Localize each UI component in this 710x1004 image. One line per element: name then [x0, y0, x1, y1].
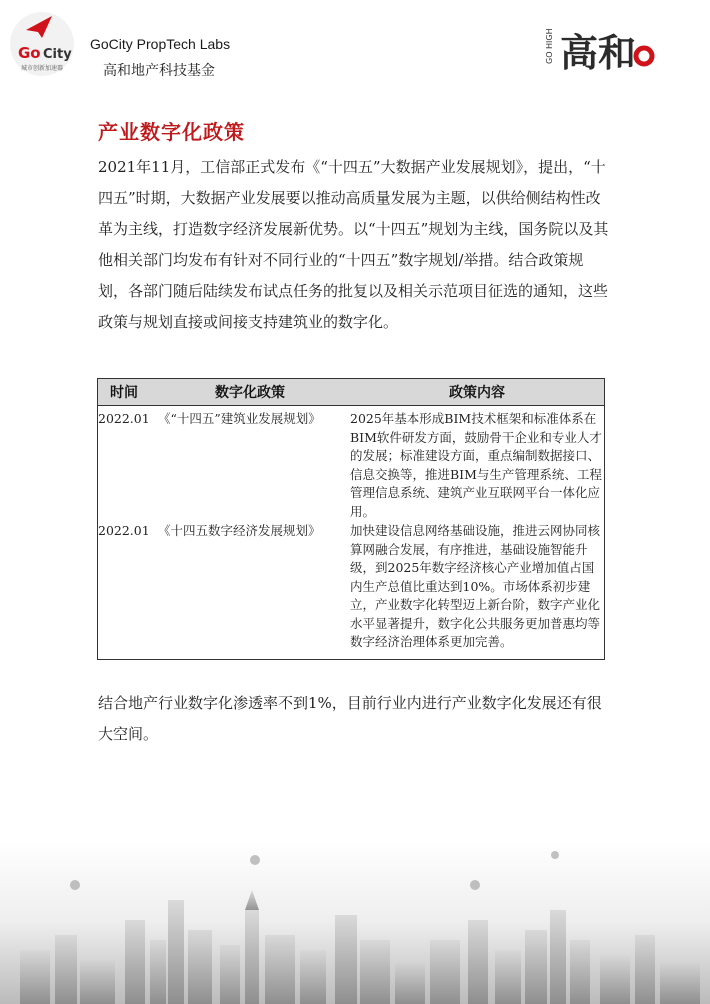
header-policy: 数字化政策 [215, 385, 285, 401]
org-name-cn: 高和地产科技基金 [103, 63, 215, 79]
svg-text:Go: Go [18, 44, 41, 62]
gocity-logo-sub: 城市创新加速器 [21, 65, 64, 72]
cell-policy: 《“十四五”建筑业发展规划》 [158, 411, 321, 426]
table-row [98, 520, 604, 652]
table-row [98, 406, 604, 520]
intro-paragraph: 2021年11月，工信部正式发布《“十四五”大数据产业发展规划》，提出，“十四五”时期，大数据产业发展要以推动高质量发展为主题，以供给侧结构性改革为主线，打造数字经济发展新优势。以“十四五”规划为主线，国务院以及其他相关部门均发布有针对不同行业的“十四五”数字规划/举措。结合政策规划，各部门随后陆续发布试点任务的批复以及相关示范项目征选的通知，这些政策与规划直接或间接支持建筑业的数字化。 [98, 158, 609, 331]
header-content: 政策内容 [449, 385, 505, 401]
svg-text:City: City [43, 47, 72, 62]
cell-content: 2025年基本形成BIM技术框架和标准体系在BIM软件研发方面，鼓励骨干企业和专业人才的发展；标准建设方面，重点编制数据接口、信息交换等，推进BIM与生产管理系统、工程管理信息系统、建筑产业互联网平台一体化应用。 [350, 411, 602, 519]
header-time: 时间 [110, 385, 138, 401]
cell-content: 加快建设信息网络基础设施，推进云网协同核算网融合发展，有序推进，基础设施智能升级，到2025年数字经济核心产业增加值占国内生产总值比重达到10%。市场体系初步建立，产业数字化转型迈上新台阶，数字产业化水平显著提升，数字化公共服务更加普惠均等数字经济治理体系更加完善。 [350, 523, 601, 649]
policy-table [97, 378, 605, 660]
svg-text:高和: 高和 [560, 31, 637, 75]
gohigh-logo [540, 26, 660, 76]
section-title: 产业数字化政策 [98, 120, 245, 144]
table-header [98, 379, 604, 406]
cell-time: 2022.01 [98, 411, 150, 426]
closing-paragraph: 结合地产行业数字化渗透率不到1%，目前行业内进行产业数字化发展还有很大空间。 [98, 694, 602, 743]
org-name-en: GoCity PropTech Labs [90, 36, 231, 52]
gocity-logo [8, 8, 76, 78]
cell-policy: 《十四五数字经济发展规划》 [158, 523, 321, 538]
gohigh-logo-sub: GO HIGH [545, 28, 554, 64]
city-skyline-illustration [0, 840, 710, 1004]
cell-time: 2022.01 [98, 523, 150, 538]
